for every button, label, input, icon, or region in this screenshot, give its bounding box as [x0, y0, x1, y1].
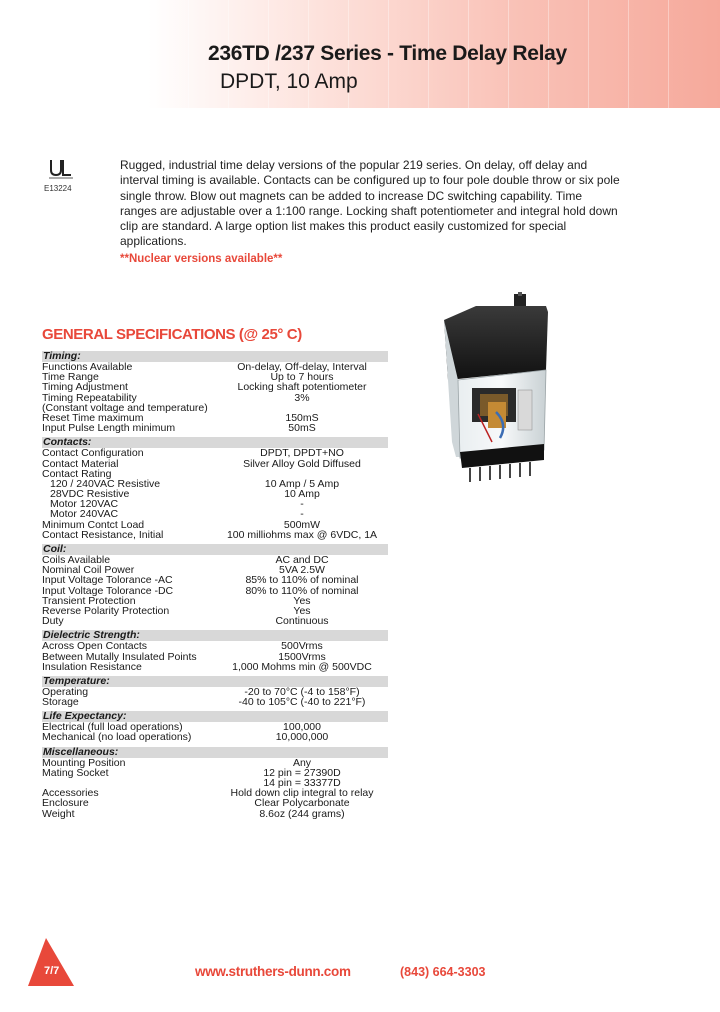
spec-label: Reset Time maximum	[42, 411, 144, 424]
spec-value: Up to 7 hours	[270, 371, 334, 384]
spec-value: -	[300, 508, 304, 521]
spec-value: DPDT, DPDT+NO	[260, 447, 344, 460]
relay-product-photo	[436, 292, 568, 488]
spec-section	[42, 711, 388, 742]
spec-value: 8.6oz (244 grams)	[259, 807, 345, 820]
spec-value: AC and DC	[275, 554, 329, 566]
spec-label: Motor 120VAC	[50, 498, 119, 511]
page-number-triangle	[28, 938, 76, 986]
spec-value: Continuous	[275, 615, 329, 628]
spec-label: Electrical (full load operations)	[42, 721, 183, 734]
spec-label: Weight	[42, 807, 75, 820]
spec-label: 28VDC Resistive	[50, 488, 130, 501]
spec-label: 120 / 240VAC Resistive	[50, 477, 161, 490]
spec-value: 80% to 110% of nominal	[245, 584, 359, 597]
spec-value: 50mS	[288, 422, 316, 435]
spec-value: -	[300, 498, 304, 511]
spec-value: -20 to 70°C (-4 to 158°F)	[244, 685, 360, 698]
spec-label: Minimum Contct Load	[42, 518, 145, 531]
spec-label: Operating	[42, 685, 89, 698]
spec-label: Across Open Contacts	[42, 640, 148, 653]
ul-recognized-icon	[48, 158, 74, 180]
ul-file-number: E13224	[44, 184, 72, 193]
spec-value: Any	[292, 756, 312, 769]
spec-value: 100,000	[283, 721, 321, 734]
spec-section	[42, 676, 388, 707]
spec-label: Functions Available	[42, 361, 133, 373]
spec-value: 100 milliohms max @ 6VDC, 1A	[226, 528, 378, 541]
spec-label: Timing Adjustment	[42, 381, 128, 394]
spec-section-heading: Contacts:	[42, 437, 388, 448]
spec-value: 500Vrms	[281, 640, 323, 653]
spec-label: Contact Material	[42, 457, 119, 470]
spec-label: Storage	[42, 696, 79, 709]
spec-label: (Constant voltage and temperature)	[42, 401, 208, 414]
spec-value: Yes	[293, 594, 311, 607]
spec-row	[42, 448, 388, 458]
phone-number: (843) 664-3303	[400, 965, 486, 979]
spec-section-heading: Coil:	[42, 544, 388, 555]
spec-label: Mechanical (no load operations)	[42, 731, 192, 744]
spec-section	[42, 437, 388, 540]
page-number: 7/7	[44, 965, 60, 977]
nuclear-note: **Nuclear versions available**	[120, 253, 283, 265]
spec-value: 10 Amp	[284, 488, 320, 501]
spec-label: Input Voltage Tolorance -DC	[42, 584, 174, 597]
spec-value: Hold down clip integral to relay	[230, 787, 374, 800]
spec-label: Motor 240VAC	[50, 508, 119, 521]
spec-label: Timing Repeatability	[42, 391, 137, 404]
spec-row	[42, 641, 388, 651]
spec-label: Contact Resistance, Initial	[42, 528, 164, 541]
spec-label: Insulation Resistance	[42, 660, 142, 673]
spec-row	[42, 809, 388, 819]
spec-value: 10,000,000	[275, 731, 329, 744]
spec-section-heading: Timing:	[42, 351, 388, 362]
spec-label: Coils Available	[42, 554, 111, 566]
spec-value: 10 Amp / 5 Amp	[264, 477, 340, 490]
spec-section-heading: Dielectric Strength:	[42, 630, 388, 641]
spec-label: Contact Rating	[42, 467, 112, 480]
spec-value: 150mS	[285, 411, 319, 424]
spec-value: Clear Polycarbonate	[254, 797, 350, 810]
spec-section-heading: Temperature:	[42, 676, 388, 687]
spec-row	[42, 662, 388, 672]
spec-label: Transient Protection	[42, 594, 136, 607]
spec-label: Reverse Polarity Protection	[42, 604, 170, 617]
spec-value: 5VA 2.5W	[279, 564, 325, 577]
spec-value: 12 pin = 27390D	[263, 766, 341, 779]
spec-value: 1,000 Mohms min @ 500VDC	[232, 660, 372, 673]
spec-value: Yes	[293, 604, 311, 617]
spec-section	[42, 351, 388, 433]
spec-value: 85% to 110% of nominal	[245, 574, 359, 587]
spec-label: Time Range	[42, 371, 99, 384]
spec-label: Contact Configuration	[42, 447, 144, 460]
spec-row	[42, 606, 388, 616]
spec-value: Locking shaft potentiometer	[237, 381, 367, 394]
spec-row	[42, 423, 388, 433]
spec-title: GENERAL SPECIFICATIONS (@ 25° C)	[42, 326, 302, 343]
spec-section	[42, 747, 388, 819]
spec-row	[42, 697, 388, 707]
spec-label: Enclosure	[42, 797, 89, 810]
spec-table	[42, 351, 388, 823]
spec-value: -40 to 105°C (-40 to 221°F)	[238, 696, 366, 709]
website-link[interactable]: www.struthers-dunn.com	[195, 964, 351, 979]
spec-section-heading: Miscellaneous:	[42, 747, 388, 758]
spec-section-heading: Life Expectancy:	[42, 711, 388, 722]
spec-label: Mating Socket	[42, 766, 109, 779]
spec-label: Input Pulse Length minimum	[42, 422, 176, 435]
spec-section	[42, 630, 388, 672]
spec-row	[42, 616, 388, 626]
intro-paragraph: Rugged, industrial time delay versions of the popular 219 series. On delay, off delay and interval timing is available. Contacts can be configured up to four pole double throw or six pole single throw. Blow out magnets can be added to increase DC switching capability. Time ranges are adjustable over a 1:100 range. Locking shaft potentiometer and integral hold down clip are standard. A large option list makes this product easily customized for special applications.	[120, 158, 620, 249]
spec-label: Accessories	[42, 787, 99, 800]
spec-value: 3%	[294, 391, 310, 404]
spec-value: 14 pin = 33377D	[263, 777, 341, 789]
spec-label: Between Mutally Insulated Points	[42, 650, 197, 663]
spec-value: 1500Vrms	[278, 650, 326, 663]
spec-label: Duty	[42, 615, 64, 628]
spec-label: Mounting Position	[42, 756, 126, 769]
page-subtitle: DPDT, 10 Amp	[220, 70, 358, 93]
spec-value: On-delay, Off-delay, Interval	[237, 361, 367, 373]
spec-value: Silver Alloy Gold Diffused	[243, 457, 361, 470]
spec-section	[42, 544, 388, 626]
spec-row	[42, 732, 388, 742]
page-title: 236TD /237 Series - Time Delay Relay	[208, 42, 567, 65]
spec-label: Nominal Coil Power	[42, 564, 135, 577]
spec-value: 500mW	[283, 518, 321, 531]
spec-label: Input Voltage Tolorance -AC	[42, 574, 173, 587]
spec-row	[42, 530, 388, 540]
